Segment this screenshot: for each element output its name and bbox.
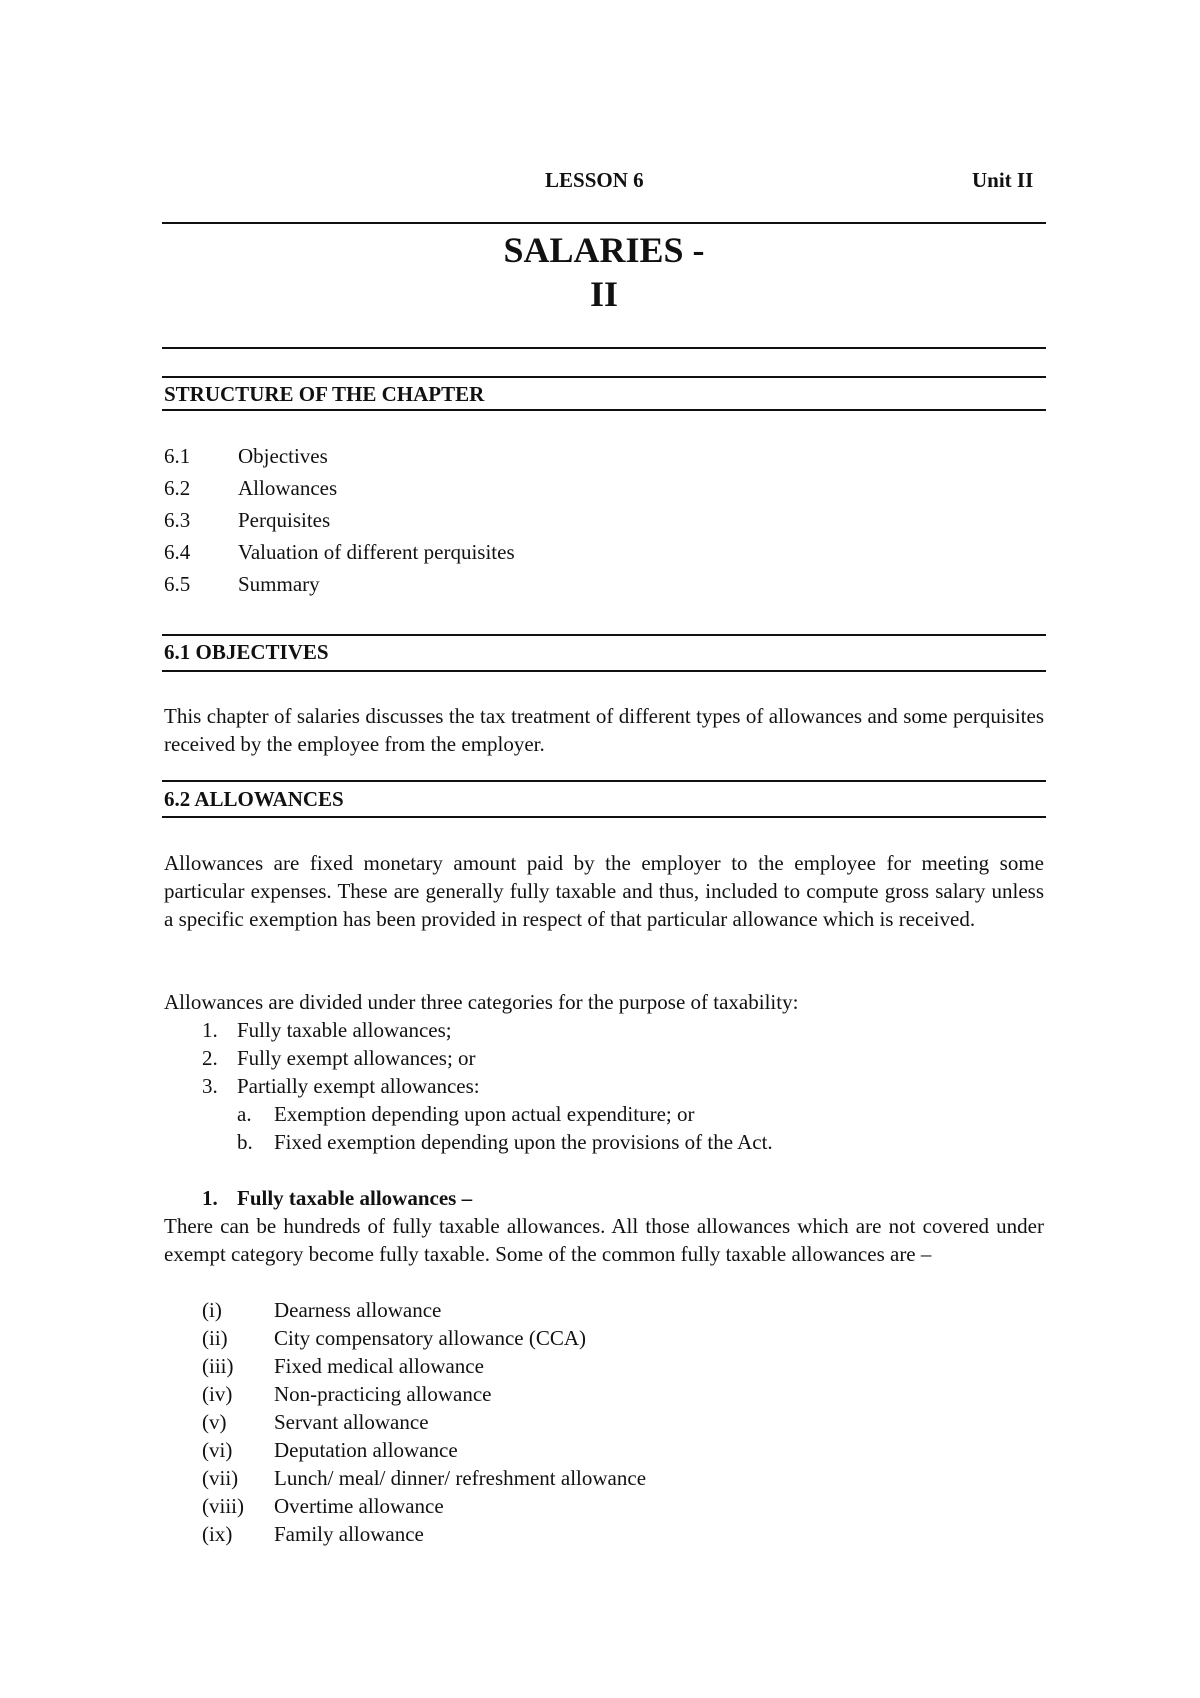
fully-taxable-paragraph: There can be hundreds of fully taxable allowances. All those allowances which are not covered under exempt category become fully taxable. Some of the common fully taxable allowances are – (164, 1214, 1044, 1266)
allowance-item: City compensatory allowance (CCA) (274, 1326, 587, 1350)
structure-heading: STRUCTURE OF THE CHAPTER (164, 382, 485, 406)
objectives-heading: 6.1 OBJECTIVES (164, 640, 329, 664)
category-label: Fully exempt allowances; or (237, 1046, 476, 1070)
allowances-rule-bottom (162, 816, 1046, 818)
chapter-title-line1: SALARIES - (503, 230, 705, 270)
subcategory-label: Fixed exemption depending upon the provisions of the Act. (274, 1130, 773, 1154)
toc-number: 6.3 (164, 508, 191, 532)
roman-numeral: (vi) (202, 1438, 233, 1462)
allowance-item: Dearness allowance (274, 1298, 442, 1322)
toc-label: Valuation of different perquisites (238, 540, 515, 564)
category-label: Partially exempt allowances: (237, 1074, 480, 1098)
category-number: 1. (202, 1018, 218, 1042)
roman-numeral: (iv) (202, 1382, 233, 1406)
toc-label: Summary (238, 572, 320, 596)
subsection-heading: Fully taxable allowances – (237, 1186, 473, 1210)
toc-number: 6.2 (164, 476, 191, 500)
toc-number: 6.5 (164, 572, 191, 596)
subcategory-letter: a. (237, 1102, 252, 1126)
objectives-paragraph: This chapter of salaries discusses the tax treatment of different types of allowances and some perquisites received by the employee from the employer. (164, 704, 1044, 756)
allowance-item: Overtime allowance (274, 1494, 444, 1518)
category-number: 3. (202, 1074, 218, 1098)
header-rule (162, 222, 1046, 224)
lesson-label: LESSON 6 (545, 168, 644, 192)
subsection-number: 1. (202, 1186, 218, 1210)
toc-label: Allowances (238, 476, 338, 500)
allowance-item: Fixed medical allowance (274, 1354, 484, 1378)
subcategory-label: Exemption depending upon actual expenditure; or (274, 1102, 695, 1126)
toc-label: Perquisites (238, 508, 331, 532)
chapter-title-line2: II (589, 274, 619, 314)
category-number: 2. (202, 1046, 218, 1070)
allowances-rule-top (162, 780, 1046, 782)
allowances-paragraph: Allowances are fixed monetary amount paid by the employer to the employee for meeting some particular expenses. These are generally fully taxable and thus, included to compute gross salary unless a specific exemption has been provided in respect of that particular allowance which is received. (164, 851, 1044, 931)
allowance-item: Deputation allowance (274, 1438, 458, 1462)
structure-rule-top (162, 376, 1046, 378)
roman-numeral: (ix) (202, 1522, 233, 1546)
roman-numeral: (v) (202, 1410, 227, 1434)
allowance-item: Lunch/ meal/ dinner/ refreshment allowance (274, 1466, 647, 1490)
subcategory-letter: b. (237, 1130, 253, 1154)
roman-numeral: (iii) (202, 1354, 234, 1378)
allowances-heading: 6.2 ALLOWANCES (164, 787, 344, 811)
category-label: Fully taxable allowances; (237, 1018, 452, 1042)
toc-label: Objectives (238, 444, 328, 468)
roman-numeral: (i) (202, 1298, 222, 1322)
allowance-item: Non-practicing allowance (274, 1382, 492, 1406)
title-rule (162, 347, 1046, 349)
objectives-rule-top (162, 634, 1046, 636)
roman-numeral: (vii) (202, 1466, 239, 1490)
toc-number: 6.1 (164, 444, 191, 468)
objectives-rule-bottom (162, 670, 1046, 672)
roman-numeral: (viii) (202, 1494, 244, 1518)
allowance-item: Family allowance (274, 1522, 424, 1546)
toc-number: 6.4 (164, 540, 191, 564)
allowance-item: Servant allowance (274, 1410, 429, 1434)
roman-numeral: (ii) (202, 1326, 228, 1350)
structure-rule-bottom (162, 409, 1046, 411)
unit-label: Unit II (972, 168, 1034, 192)
allowances-categories-intro: Allowances are divided under three categories for the purpose of taxability: (164, 990, 799, 1014)
